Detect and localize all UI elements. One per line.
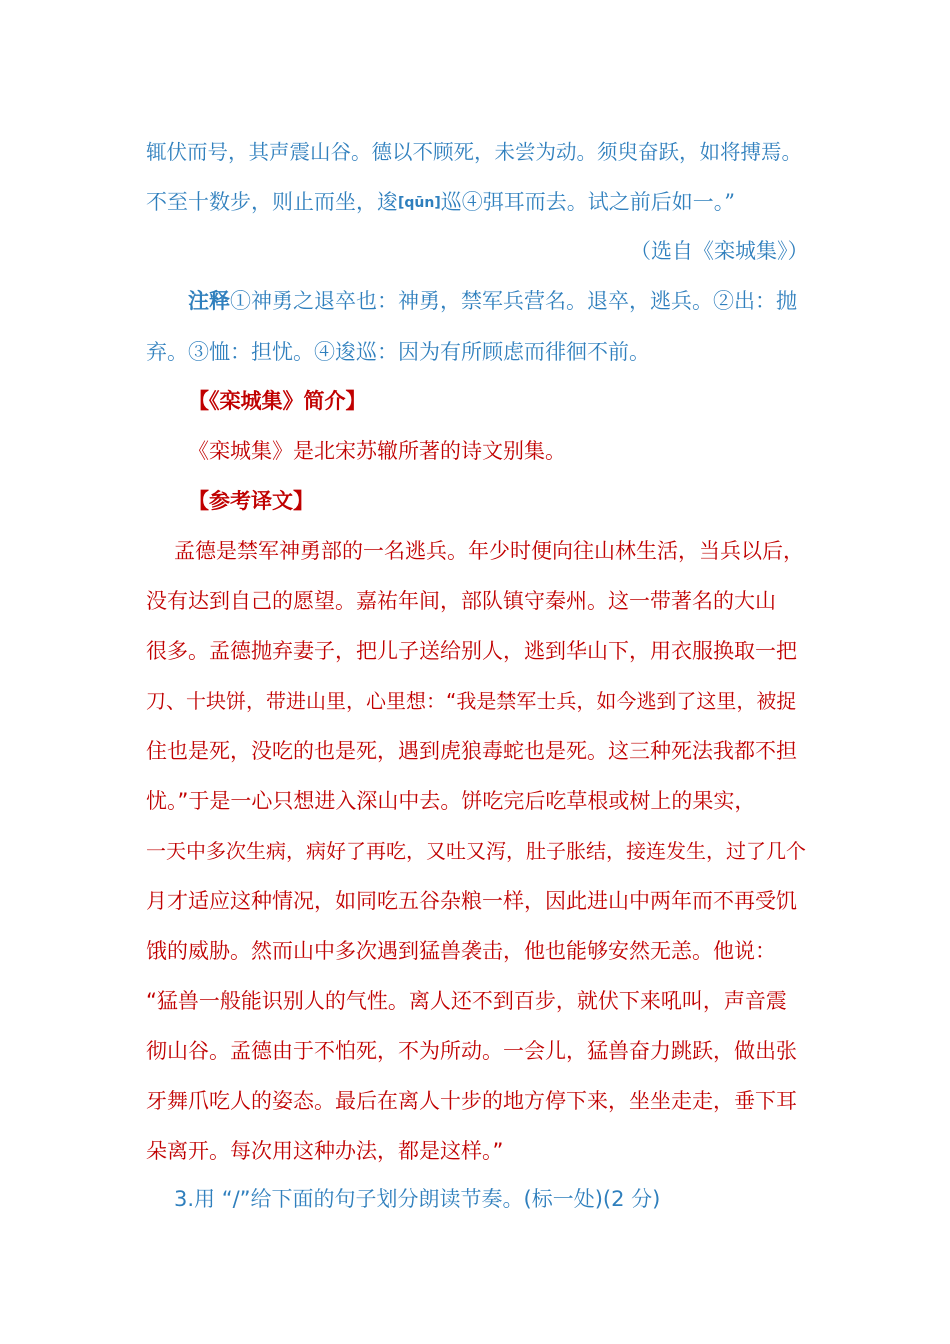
translation-line: 牙舞爪吃人的姿态。最后在离人十步的地方停下来，坐坐走走，垂下耳 [146, 1089, 797, 1113]
translation-line: 月才适应这种情况，如同吃五谷杂粮一样，因此进山中两年而不再受饥 [146, 889, 797, 913]
translation-heading: 【参考译文】 [188, 489, 314, 513]
translation-line: 刀、十块饼，带进山里，心里想：“我是禁军士兵，如今逃到了这里，被捉 [146, 689, 797, 713]
translation-line: 住也是死，没吃的也是死，遇到虎狼毒蛇也是死。这三种死法我都不担 [146, 739, 797, 763]
pinyin-annotation: [qūn] [398, 195, 441, 211]
notes-line-2: 弃。③恤：担忧。④逡巡：因为有所顾虑而徘徊不前。 [146, 340, 650, 364]
original-text-line-2-pre: 不至十数步，则止而坐，逡 [146, 190, 398, 214]
original-text-line-1: 辄伏而号，其声震山谷。德以不顾死，未尝为动。须臾奋跃，如将搏焉。 [146, 140, 802, 164]
notes-text-1: ①神勇之退卒也：神勇，禁军兵营名。退卒，逃兵。②出：抛 [230, 289, 797, 313]
translation-line: 孟德是禁军神勇部的一名逃兵。年少时便向往山林生活，当兵以后， [174, 539, 804, 563]
translation-line: 没有达到自己的愿望。嘉祐年间，部队镇守秦州。这一带著名的大山 [146, 589, 776, 613]
original-text-line-2 [146, 187, 735, 218]
intro-text: 《栾城集》是北宋苏辙所著的诗文别集。 [188, 439, 566, 463]
translation-line: 一天中多次生病，病好了再吃，又吐又泻，肚子胀结，接连发生，过了几个 [146, 839, 806, 863]
question-3: 3.用 “/”给下面的句子划分朗读节奏。(标一处)(2 分) [174, 1187, 661, 1211]
translation-line: 忧。”于是一心只想进入深山中去。饼吃完后吃草根或树上的果实， [146, 789, 756, 813]
translation-line: 很多。孟德抛弃妻子，把儿子送给别人，逃到华山下，用衣服换取一把 [146, 639, 797, 663]
original-text-line-2-post: 巡④弭耳而去。试之前后如一。” [440, 190, 736, 214]
notes-label: 注释 [188, 289, 230, 313]
intro-heading: 【《栾城集》简介】 [188, 389, 367, 413]
source-citation: （选自《栾城集》） [630, 239, 809, 263]
translation-line: 饿的威胁。然而山中多次遇到猛兽袭击，他也能够安然无恙。他说： [146, 939, 776, 963]
translation-line: 朵离开。每次用这种办法，都是这样。” [146, 1139, 504, 1163]
translation-line: “猛兽一般能识别人的气性。离人还不到百步，就伏下来吼叫，声音震 [146, 989, 787, 1013]
translation-line: 彻山谷。孟德由于不怕死，不为所动。一会儿，猛兽奋力跳跃，做出张 [146, 1039, 797, 1063]
notes-line-1 [188, 286, 797, 316]
